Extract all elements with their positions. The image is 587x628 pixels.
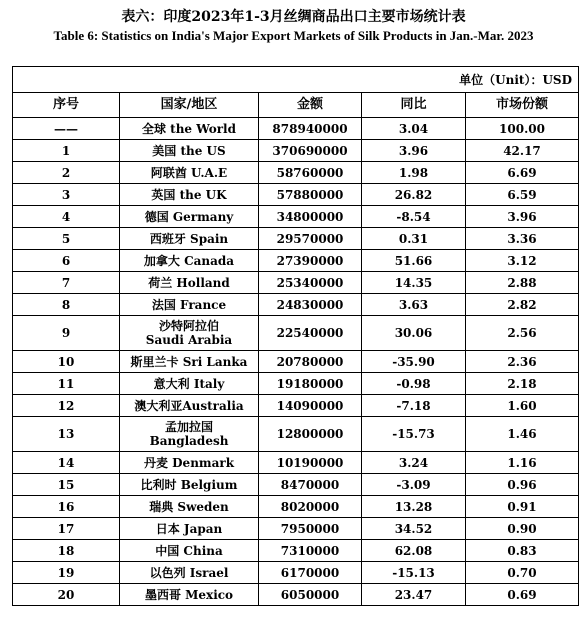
unit-label: 单位（Unit）：USD bbox=[13, 67, 579, 93]
yoy-cell: -0.98 bbox=[362, 373, 466, 395]
yoy-cell: 3.96 bbox=[362, 140, 466, 162]
table-row bbox=[13, 496, 579, 518]
rank-cell: 8 bbox=[13, 294, 120, 316]
amount-cell: 7950000 bbox=[259, 518, 362, 540]
rank-cell: 17 bbox=[13, 518, 120, 540]
yoy-cell: -35.90 bbox=[362, 351, 466, 373]
rank-cell: 16 bbox=[13, 496, 120, 518]
share-cell: 1.46 bbox=[466, 417, 579, 452]
table-row bbox=[13, 294, 579, 316]
table-row bbox=[13, 184, 579, 206]
share-cell: 0.83 bbox=[466, 540, 579, 562]
amount-cell: 12800000 bbox=[259, 417, 362, 452]
table-row bbox=[13, 395, 579, 417]
country-cell: 英国 the UK bbox=[120, 184, 259, 206]
amount-cell: 57880000 bbox=[259, 184, 362, 206]
share-cell: 3.12 bbox=[466, 250, 579, 272]
country-cell: 荷兰 Holland bbox=[120, 272, 259, 294]
share-cell: 2.18 bbox=[466, 373, 579, 395]
country-cell: 澳大利亚Australia bbox=[120, 395, 259, 417]
header-share: 市场份额 bbox=[466, 93, 579, 118]
yoy-cell: 3.63 bbox=[362, 294, 466, 316]
share-cell: 100.00 bbox=[466, 118, 579, 140]
share-cell: 3.36 bbox=[466, 228, 579, 250]
rank-cell: 11 bbox=[13, 373, 120, 395]
yoy-cell: 0.31 bbox=[362, 228, 466, 250]
header-rank: 序号 bbox=[13, 93, 120, 118]
country-cell: 意大利 Italy bbox=[120, 373, 259, 395]
table-row bbox=[13, 584, 579, 606]
share-cell: 6.69 bbox=[466, 162, 579, 184]
rank-cell: 13 bbox=[13, 417, 120, 452]
amount-cell: 24830000 bbox=[259, 294, 362, 316]
country-cell: 日本 Japan bbox=[120, 518, 259, 540]
yoy-cell: -3.09 bbox=[362, 474, 466, 496]
yoy-cell: 1.98 bbox=[362, 162, 466, 184]
rank-cell: 1 bbox=[13, 140, 120, 162]
share-cell: 42.17 bbox=[466, 140, 579, 162]
table-row bbox=[13, 206, 579, 228]
table-row bbox=[13, 562, 579, 584]
share-cell: 2.36 bbox=[466, 351, 579, 373]
amount-cell: 34800000 bbox=[259, 206, 362, 228]
yoy-cell: 3.24 bbox=[362, 452, 466, 474]
share-cell: 0.69 bbox=[466, 584, 579, 606]
amount-cell: 10190000 bbox=[259, 452, 362, 474]
share-cell: 3.96 bbox=[466, 206, 579, 228]
country-cell: 法国 France bbox=[120, 294, 259, 316]
header-country: 国家/地区 bbox=[120, 93, 259, 118]
rank-cell: 15 bbox=[13, 474, 120, 496]
table-row bbox=[13, 351, 579, 373]
amount-cell: 8470000 bbox=[259, 474, 362, 496]
amount-cell: 25340000 bbox=[259, 272, 362, 294]
header-row bbox=[13, 93, 579, 118]
rank-cell: 10 bbox=[13, 351, 120, 373]
export-markets-table bbox=[12, 66, 579, 606]
amount-cell: 6050000 bbox=[259, 584, 362, 606]
yoy-cell: 51.66 bbox=[362, 250, 466, 272]
country-cell bbox=[120, 417, 259, 452]
amount-cell: 29570000 bbox=[259, 228, 362, 250]
country-name-chinese: 沙特阿拉伯 bbox=[158, 319, 219, 333]
country-cell bbox=[120, 316, 259, 351]
table-row bbox=[13, 272, 579, 294]
table-row bbox=[13, 417, 579, 452]
share-cell: 0.70 bbox=[466, 562, 579, 584]
amount-cell: 7310000 bbox=[259, 540, 362, 562]
yoy-cell: -15.73 bbox=[362, 417, 466, 452]
table-row bbox=[13, 162, 579, 184]
table-title-chinese: 表六：印度2023年1-3月丝绸商品出口主要市场统计表 bbox=[121, 9, 466, 25]
share-cell: 6.59 bbox=[466, 184, 579, 206]
country-cell: 美国 the US bbox=[120, 140, 259, 162]
amount-cell: 27390000 bbox=[259, 250, 362, 272]
table-row bbox=[13, 140, 579, 162]
yoy-cell: 3.04 bbox=[362, 118, 466, 140]
rank-cell: 5 bbox=[13, 228, 120, 250]
yoy-cell: 62.08 bbox=[362, 540, 466, 562]
table-row bbox=[13, 118, 579, 140]
yoy-cell: -8.54 bbox=[362, 206, 466, 228]
share-cell: 2.88 bbox=[466, 272, 579, 294]
amount-cell: 14090000 bbox=[259, 395, 362, 417]
amount-cell: 6170000 bbox=[259, 562, 362, 584]
country-cell: 西班牙 Spain bbox=[120, 228, 259, 250]
amount-cell: 20780000 bbox=[259, 351, 362, 373]
table-row bbox=[13, 373, 579, 395]
rank-cell: 6 bbox=[13, 250, 120, 272]
rank-cell: 18 bbox=[13, 540, 120, 562]
table-row bbox=[13, 250, 579, 272]
table-row bbox=[13, 518, 579, 540]
rank-cell: —— bbox=[13, 118, 120, 140]
country-name-english: Saudi Arabia bbox=[145, 333, 233, 347]
amount-cell: 19180000 bbox=[259, 373, 362, 395]
rank-cell: 2 bbox=[13, 162, 120, 184]
yoy-cell: 34.52 bbox=[362, 518, 466, 540]
yoy-cell: 14.35 bbox=[362, 272, 466, 294]
country-name-english: Bangladesh bbox=[149, 434, 229, 448]
country-cell: 丹麦 Denmark bbox=[120, 452, 259, 474]
share-cell: 0.96 bbox=[466, 474, 579, 496]
share-cell: 2.56 bbox=[466, 316, 579, 351]
share-cell: 0.91 bbox=[466, 496, 579, 518]
amount-cell: 370690000 bbox=[259, 140, 362, 162]
share-cell: 0.90 bbox=[466, 518, 579, 540]
rank-cell: 19 bbox=[13, 562, 120, 584]
country-cell: 比利时 Belgium bbox=[120, 474, 259, 496]
rank-cell: 3 bbox=[13, 184, 120, 206]
share-cell: 1.16 bbox=[466, 452, 579, 474]
table-row bbox=[13, 474, 579, 496]
header-yoy: 同比 bbox=[362, 93, 466, 118]
amount-cell: 22540000 bbox=[259, 316, 362, 351]
country-cell: 墨西哥 Mexico bbox=[120, 584, 259, 606]
country-cell: 德国 Germany bbox=[120, 206, 259, 228]
yoy-cell: 26.82 bbox=[362, 184, 466, 206]
amount-cell: 878940000 bbox=[259, 118, 362, 140]
rank-cell: 20 bbox=[13, 584, 120, 606]
yoy-cell: 13.28 bbox=[362, 496, 466, 518]
yoy-cell: -7.18 bbox=[362, 395, 466, 417]
header-amount: 金额 bbox=[259, 93, 362, 118]
table-row bbox=[13, 316, 579, 351]
yoy-cell: 30.06 bbox=[362, 316, 466, 351]
table-row bbox=[13, 452, 579, 474]
country-cell: 中国 China bbox=[120, 540, 259, 562]
rank-cell: 7 bbox=[13, 272, 120, 294]
yoy-cell: 23.47 bbox=[362, 584, 466, 606]
rank-cell: 14 bbox=[13, 452, 120, 474]
share-cell: 2.82 bbox=[466, 294, 579, 316]
country-cell: 瑞典 Sweden bbox=[120, 496, 259, 518]
rank-cell: 4 bbox=[13, 206, 120, 228]
table-row bbox=[13, 228, 579, 250]
amount-cell: 8020000 bbox=[259, 496, 362, 518]
table-title-english: Table 6: Statistics on India's Major Export Markets of Silk Products in Jan.-Mar. 2023 bbox=[53, 28, 534, 43]
country-cell: 以色列 Israel bbox=[120, 562, 259, 584]
table-row bbox=[13, 540, 579, 562]
country-cell: 斯里兰卡 Sri Lanka bbox=[120, 351, 259, 373]
country-cell: 阿联酋 U.A.E bbox=[120, 162, 259, 184]
country-cell: 全球 the World bbox=[120, 118, 259, 140]
rank-cell: 9 bbox=[13, 316, 120, 351]
country-name-chinese: 孟加拉国 bbox=[164, 420, 213, 434]
share-cell: 1.60 bbox=[466, 395, 579, 417]
amount-cell: 58760000 bbox=[259, 162, 362, 184]
unit-row bbox=[13, 67, 579, 93]
country-cell: 加拿大 Canada bbox=[120, 250, 259, 272]
yoy-cell: -15.13 bbox=[362, 562, 466, 584]
rank-cell: 12 bbox=[13, 395, 120, 417]
